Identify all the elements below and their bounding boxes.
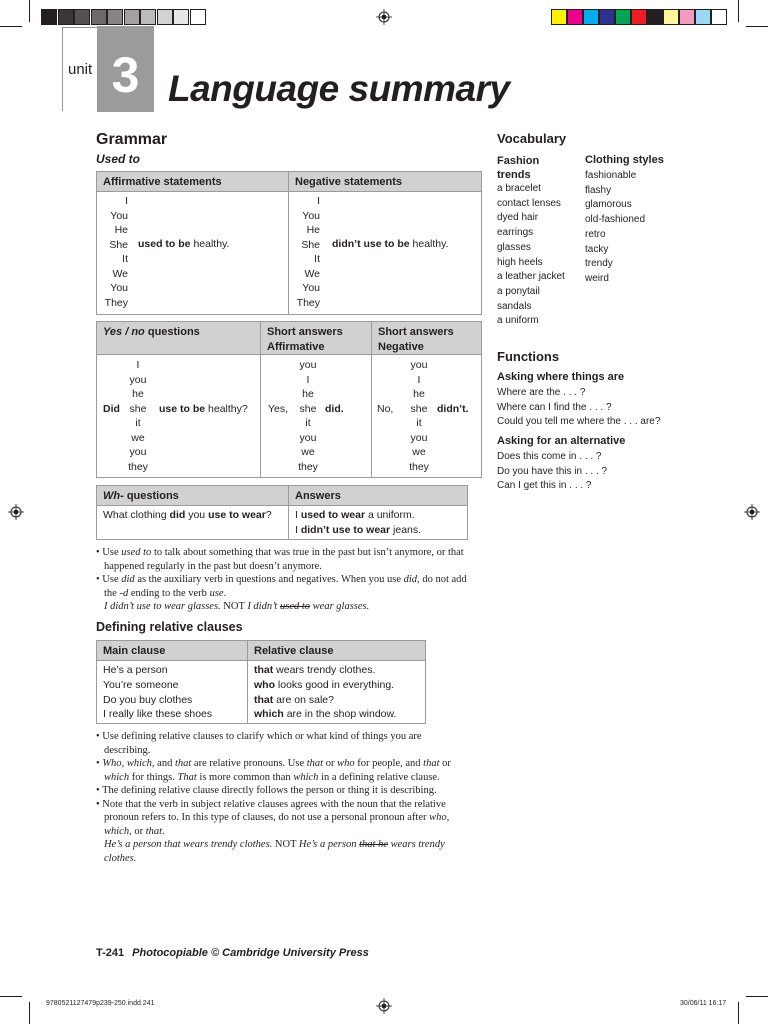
pronoun: I: [125, 195, 128, 207]
pronoun: You: [110, 209, 128, 222]
note-example: I didn’t use to wear glasses. NOT I didn’t used to wear glasses.: [104, 601, 370, 612]
vocab-item: fashionable: [585, 170, 637, 181]
short-aff-pronouns: [293, 358, 323, 474]
gray-swatch: [41, 9, 57, 25]
gray-swatch: [140, 9, 156, 25]
pronoun: you: [410, 359, 428, 371]
vocab-item: sandals: [497, 300, 532, 312]
vocab-item: earrings: [497, 227, 534, 239]
gray-swatch: [107, 9, 123, 25]
short-didnt: didn’t.: [437, 403, 469, 415]
registration-mark-icon: [744, 504, 760, 520]
vocab-item: trendy: [585, 258, 613, 270]
file-slug: 9780521127479p239-250.indd 241: [46, 1000, 155, 1007]
negative-header: Negative statements: [295, 176, 402, 188]
short-no: No,: [377, 403, 394, 415]
yes-no-pronouns: [122, 358, 154, 474]
color-swatch: [631, 9, 647, 25]
pronoun: they: [409, 460, 429, 473]
vocab-item: a leather jacket: [497, 271, 565, 283]
pronoun: We: [112, 267, 128, 280]
pronoun: you: [129, 373, 147, 386]
wh-question: What clothing did you use to wear?: [103, 509, 272, 521]
asking-where-heading: Asking where things are: [497, 371, 625, 383]
pronoun: it: [416, 417, 422, 429]
pronoun: it: [135, 417, 141, 429]
fashion-trends-list: [497, 182, 565, 329]
unit-label: unit: [68, 61, 93, 78]
pronoun: She: [301, 238, 320, 251]
copyright-notice: Photocopiable © Cambridge University Press: [132, 947, 369, 959]
vocab-item: tacky: [585, 243, 609, 255]
pronoun: I: [417, 373, 421, 386]
used-to-statements-table: [96, 171, 482, 315]
note-line: which, or that.: [104, 825, 165, 837]
pronoun: we: [131, 431, 145, 444]
note-line: the -d ending to the verb use.: [104, 587, 227, 599]
vocab-item: contact lenses: [497, 197, 561, 209]
pronoun: she: [410, 402, 428, 415]
used-to-heading: Used to: [96, 152, 141, 166]
main-clause-cell: Do you buy clothes: [103, 693, 193, 706]
pronoun: He: [114, 224, 128, 236]
function-phrase: Could you tell me where the . . . are?: [497, 416, 661, 427]
pronoun: He: [306, 224, 320, 236]
vocab-item: glasses: [497, 241, 531, 253]
main-clause-cell: You’re someone: [103, 678, 179, 691]
relative-clauses-heading: Defining relative clauses: [96, 620, 243, 634]
vocab-item: a ponytail: [497, 285, 540, 297]
pronoun: it: [305, 417, 311, 429]
pronoun: I: [306, 373, 310, 386]
negative-pronouns: [287, 194, 320, 310]
clothing-styles-heading: Clothing styles: [585, 154, 664, 166]
pronoun: you: [129, 446, 147, 458]
pronoun: They: [296, 296, 320, 309]
main-clause-cell: He’s a person: [103, 664, 168, 676]
note-line: describing.: [104, 744, 151, 756]
yes-no-questions-table: [96, 321, 482, 478]
registration-mark-icon: [376, 9, 392, 25]
pronoun: We: [304, 267, 320, 280]
gray-swatch: [190, 9, 206, 25]
short-neg-pronouns: [404, 358, 434, 474]
function-phrase: Where are the . . . ?: [497, 387, 586, 398]
gray-swatch: [157, 9, 173, 25]
vocab-item: flashy: [585, 184, 612, 196]
pronoun: she: [299, 402, 317, 415]
asking-alternative-heading: Asking for an alternative: [497, 435, 626, 447]
wh-header: Wh- questions: [103, 490, 179, 502]
relative-clause-cell: that wears trendy clothes.: [254, 664, 376, 676]
pronoun: They: [104, 296, 128, 309]
affirmative-verb: used to be healthy.: [138, 238, 230, 250]
pronoun: She: [109, 238, 128, 251]
crop-mark: [746, 996, 768, 997]
function-phrase: Where can I find the . . . ?: [497, 401, 612, 413]
color-swatch: [647, 9, 663, 25]
pronoun: you: [299, 359, 317, 371]
pronoun: I: [136, 359, 140, 371]
main-clause-header: Main clause: [103, 645, 166, 657]
color-swatch: [711, 9, 727, 25]
gray-swatch: [74, 9, 90, 25]
page-title: Language summary: [168, 68, 510, 109]
vocab-item: glamorous: [585, 199, 632, 211]
asking-where-list: [497, 386, 660, 430]
page-number: T-241: [96, 947, 125, 959]
pronoun: we: [412, 446, 426, 458]
page-footer: [96, 947, 369, 959]
yes-no-verb: use to be healthy?: [159, 403, 248, 415]
note-line: • Use defining relative clauses to clarify which or what kind of things you are: [96, 731, 422, 742]
asking-alternative-list: [497, 450, 607, 494]
color-swatch: [663, 9, 679, 25]
pronoun: You: [110, 282, 128, 294]
note-example: clothes.: [104, 852, 137, 864]
relative-clauses-table: [96, 640, 426, 724]
registration-mark-icon: [8, 504, 24, 520]
pronoun: he: [302, 388, 314, 400]
date-slug: 30/06/11 16:17: [680, 1000, 727, 1007]
pronoun: I: [317, 195, 320, 207]
color-swatch: [567, 9, 583, 25]
registration-mark-icon: [376, 998, 392, 1014]
crop-mark: [0, 996, 22, 997]
vocab-item: dyed hair: [497, 212, 539, 224]
color-swatch: [551, 9, 567, 25]
color-swatch: [695, 9, 711, 25]
yes-no-header: Yes / no questions: [103, 326, 200, 338]
main-clause-cell: I really like these shoes: [103, 708, 213, 721]
relative-clause-cell: that are on sale?: [254, 693, 334, 706]
negative-verb: didn’t use to be healthy.: [332, 238, 449, 250]
pronoun: they: [128, 460, 148, 473]
wh-questions-table: [96, 485, 468, 540]
did-word: Did: [103, 403, 120, 415]
answer-1: I used to wear a uniform.: [295, 509, 415, 521]
vocab-item: weird: [585, 272, 609, 284]
pronoun: he: [413, 388, 425, 400]
pronoun: they: [298, 460, 318, 473]
short-yes: Yes,: [268, 403, 289, 415]
vocab-item: a bracelet: [497, 183, 541, 194]
affirmative-pronouns: [97, 194, 128, 310]
note-example: He’s a person that wears trendy clothes. NOT He’s a person that he wears trendy: [104, 839, 445, 850]
vocab-item: retro: [585, 228, 606, 240]
vocab-item: high heels: [497, 256, 543, 268]
short-answers-affirmative-header: Short answers Affirmative: [267, 326, 343, 353]
pronoun: It: [122, 253, 128, 265]
functions-heading: Functions: [497, 349, 560, 364]
relative-notes: [96, 730, 488, 865]
pronoun: you: [410, 431, 428, 444]
function-phrase: Do you have this in . . . ?: [497, 465, 608, 477]
crop-mark: [746, 26, 768, 27]
pronoun: he: [132, 388, 144, 400]
used-to-notes: [96, 546, 488, 614]
note-line: • Note that the verb in subject relative clauses agrees with the noun that the relative: [96, 798, 446, 810]
pronoun: we: [301, 446, 315, 458]
affirmative-header: Affirmative statements: [103, 176, 222, 188]
note-line: • Who, which, and that are relative pronouns. Use that or who for people, and that or: [96, 758, 451, 769]
pronoun: you: [299, 431, 317, 444]
short-answers-negative-header: Short answers Negative: [378, 326, 454, 353]
pronoun: It: [314, 253, 320, 265]
gray-swatch: [91, 9, 107, 25]
answer-2: I didn’t use to wear jeans.: [295, 524, 422, 536]
note-line: happened regularly in the past but doesn’t anymore.: [104, 560, 322, 572]
color-swatch: [599, 9, 615, 25]
pronoun: You: [302, 282, 320, 294]
note-line: which for things. That is more common than which in a defining relative clause.: [104, 771, 440, 783]
answers-header: Answers: [295, 490, 341, 502]
fashion-trends-heading: Fashion trends: [497, 155, 540, 181]
color-swatch: [583, 9, 599, 25]
crop-mark: [738, 0, 739, 22]
note-line: • Use used to to talk about something that was true in the past but isn’t anymore, or that: [96, 547, 464, 558]
relative-clause-cell: who looks good in everything.: [254, 678, 395, 691]
vocab-item: old-fashioned: [585, 214, 646, 226]
pronoun: You: [302, 209, 320, 222]
gray-swatch: [124, 9, 140, 25]
color-swatch: [615, 9, 631, 25]
vocab-item: a uniform: [497, 315, 539, 327]
unit-number: 3: [111, 47, 140, 103]
vocabulary-heading: Vocabulary: [497, 131, 567, 146]
note-line: • Use did as the auxiliary verb in questions and negatives. When you use did, do not add: [96, 574, 467, 585]
gray-swatch: [173, 9, 189, 25]
pronoun: she: [129, 402, 147, 415]
function-phrase: Can I get this in . . . ?: [497, 480, 592, 491]
crop-mark: [0, 26, 22, 27]
gray-swatch: [58, 9, 74, 25]
relative-clause-header: Relative clause: [254, 645, 334, 657]
short-did: did.: [325, 403, 344, 415]
color-swatch: [679, 9, 695, 25]
crop-mark: [738, 1002, 739, 1024]
relative-clause-cell: which are in the shop window.: [254, 708, 397, 721]
clothing-styles-list: [585, 169, 645, 287]
note-line: pronoun refers to. In this type of clauses, do not use a personal pronoun after who,: [104, 812, 450, 823]
crop-mark: [29, 1002, 30, 1024]
grammar-heading: Grammar: [96, 131, 168, 148]
note-line: • The defining relative clause directly follows the person or thing it is describing.: [96, 785, 437, 796]
crop-mark: [29, 0, 30, 22]
function-phrase: Does this come in . . . ?: [497, 451, 602, 462]
